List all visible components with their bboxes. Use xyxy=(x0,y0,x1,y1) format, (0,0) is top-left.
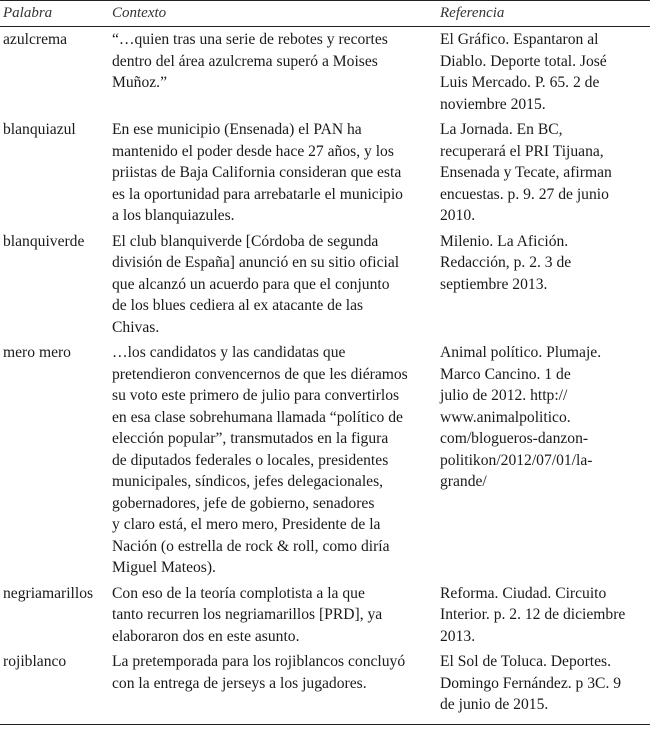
reference-line: recuperará el PRI Tijuana, xyxy=(440,142,604,160)
reference-line: 2013. xyxy=(440,627,476,645)
reference-line: de junio de 2015. xyxy=(440,696,549,713)
reference-line: La Jornada. En BC, xyxy=(440,121,563,138)
reference-line: julio de 2012. http:// xyxy=(440,387,568,404)
reference-line: Luis Mercado. P. 65. 2 de xyxy=(440,74,600,91)
context-cell xyxy=(112,229,440,341)
reference-cell xyxy=(440,27,650,118)
context-line: dentro del área azulcrema superó a Moises xyxy=(112,52,378,70)
table-body xyxy=(0,27,650,725)
context-line: es la oportunidad para arrebatarle el municipio xyxy=(112,185,403,203)
reference-cell xyxy=(440,117,650,229)
table-header xyxy=(0,1,650,27)
reference-line: Reforma. Ciudad. Circuito xyxy=(440,584,607,602)
word-cell: blanquiazul xyxy=(3,121,76,138)
word-cell: negriamarillos xyxy=(3,584,94,602)
reference-line: encuestas. p. 9. 27 de junio xyxy=(440,185,609,203)
context-line: su voto este primero de julio para convertirlos xyxy=(112,387,400,404)
header-row xyxy=(0,1,650,27)
reference-line: Interior. p. 2. 12 de diciembre xyxy=(440,606,626,623)
reference-line: septiembre 2013. xyxy=(440,275,548,293)
reference-line: Redacción, p. 2. 3 de xyxy=(440,254,572,271)
word-cell: azulcrema xyxy=(3,31,68,48)
context-line: El club blanquiverde [Córdoba de segunda xyxy=(112,232,379,250)
reference-line: 2010. xyxy=(440,207,476,224)
context-line: Miguel Mateos). xyxy=(112,559,216,576)
context-line: en esa clase sobrehumana llamada “político de xyxy=(112,408,403,426)
reference-line: El Gráfico. Espantaron al xyxy=(440,31,599,48)
reference-cell xyxy=(440,581,650,650)
reference-line: Milenio. La Afición. xyxy=(440,232,569,250)
context-cell xyxy=(112,340,440,581)
context-line: elección popular”, transmutados en la figura xyxy=(112,430,389,447)
header-palabra: Palabra xyxy=(0,1,112,27)
context-line: Nación (o estrella de rock & roll, como diría xyxy=(112,537,390,555)
context-line: mantenido el poder desde hace 27 años, y los xyxy=(112,142,394,160)
reference-line: www.animalpolitico. xyxy=(440,408,571,426)
context-line: de diputados federales o locales, presidentes xyxy=(112,451,389,469)
reference-line: Marco Cancino. 1 de xyxy=(440,365,571,383)
word-cell: mero mero xyxy=(3,344,71,361)
context-line: Con eso de la teoría complotista a la que xyxy=(112,584,365,602)
context-line: Chivas. xyxy=(112,318,160,336)
context-cell xyxy=(112,117,440,229)
word-cell: blanquiverde xyxy=(3,232,85,250)
context-line: tanto recurren los negriamarillos [PRD], ya xyxy=(112,606,383,623)
context-line: gobernadores, jefe de gobierno, senadores xyxy=(112,494,375,512)
reference-line: El Sol de Toluca. Deportes. xyxy=(440,653,611,670)
context-cell xyxy=(112,581,440,650)
table-row xyxy=(0,581,650,650)
reference-line: politikon/2012/07/01/la- xyxy=(440,451,593,469)
context-line: elaboraron dos en este asunto. xyxy=(112,627,300,645)
context-line: La pretemporada para los rojiblancos concluyó xyxy=(112,653,406,670)
context-line: Muñoz.” xyxy=(112,74,167,91)
context-line: a los blanquiazules. xyxy=(112,207,235,224)
context-cell xyxy=(112,27,440,118)
context-line: con la entrega de jerseys a los jugadores. xyxy=(112,674,367,692)
reference-line: Animal político. Plumaje. xyxy=(440,344,602,361)
context-line: y claro está, el mero mero, Presidente de la xyxy=(112,516,381,533)
reference-line: noviembre 2015. xyxy=(440,95,546,113)
reference-line: Ensenada y Tecate, afirman xyxy=(440,164,612,181)
context-line: “…quien tras una serie de rebotes y recortes xyxy=(112,31,388,48)
header-contexto: Contexto xyxy=(112,1,440,27)
header-referencia: Referencia xyxy=(440,1,650,27)
reference-cell xyxy=(440,649,650,724)
reference-line: Domingo Fernández. p 3C. 9 xyxy=(440,674,622,692)
reference-line: grande/ xyxy=(440,473,487,490)
table-row xyxy=(0,340,650,581)
table-row xyxy=(0,229,650,341)
context-line: municipales, síndicos, jefes delegacionales, xyxy=(112,473,384,490)
table-row xyxy=(0,649,650,724)
reference-cell xyxy=(440,340,650,581)
table-row xyxy=(0,117,650,229)
reference-line: com/blogueros-danzon- xyxy=(440,430,589,447)
context-cell xyxy=(112,649,440,724)
reference-cell xyxy=(440,229,650,341)
context-line: de los blues cediera al ex atacante de las xyxy=(112,297,364,314)
context-line: pretendieron convencernos de que les diéramos xyxy=(112,365,408,383)
context-line: división de España] anunció en su sitio oficial xyxy=(112,254,400,271)
reference-line: Diablo. Deporte total. José xyxy=(440,52,607,70)
context-line: que alcanzó un acuerdo para que el conjunto xyxy=(112,275,390,293)
context-line: En ese municipio (Ensenada) el PAN ha xyxy=(112,121,362,138)
word-cell: rojiblanco xyxy=(0,649,112,724)
context-line: priistas de Baja California consideran que esta xyxy=(112,164,402,181)
context-line: …los candidatos y las candidatas que xyxy=(112,344,346,361)
table-row xyxy=(0,27,650,118)
